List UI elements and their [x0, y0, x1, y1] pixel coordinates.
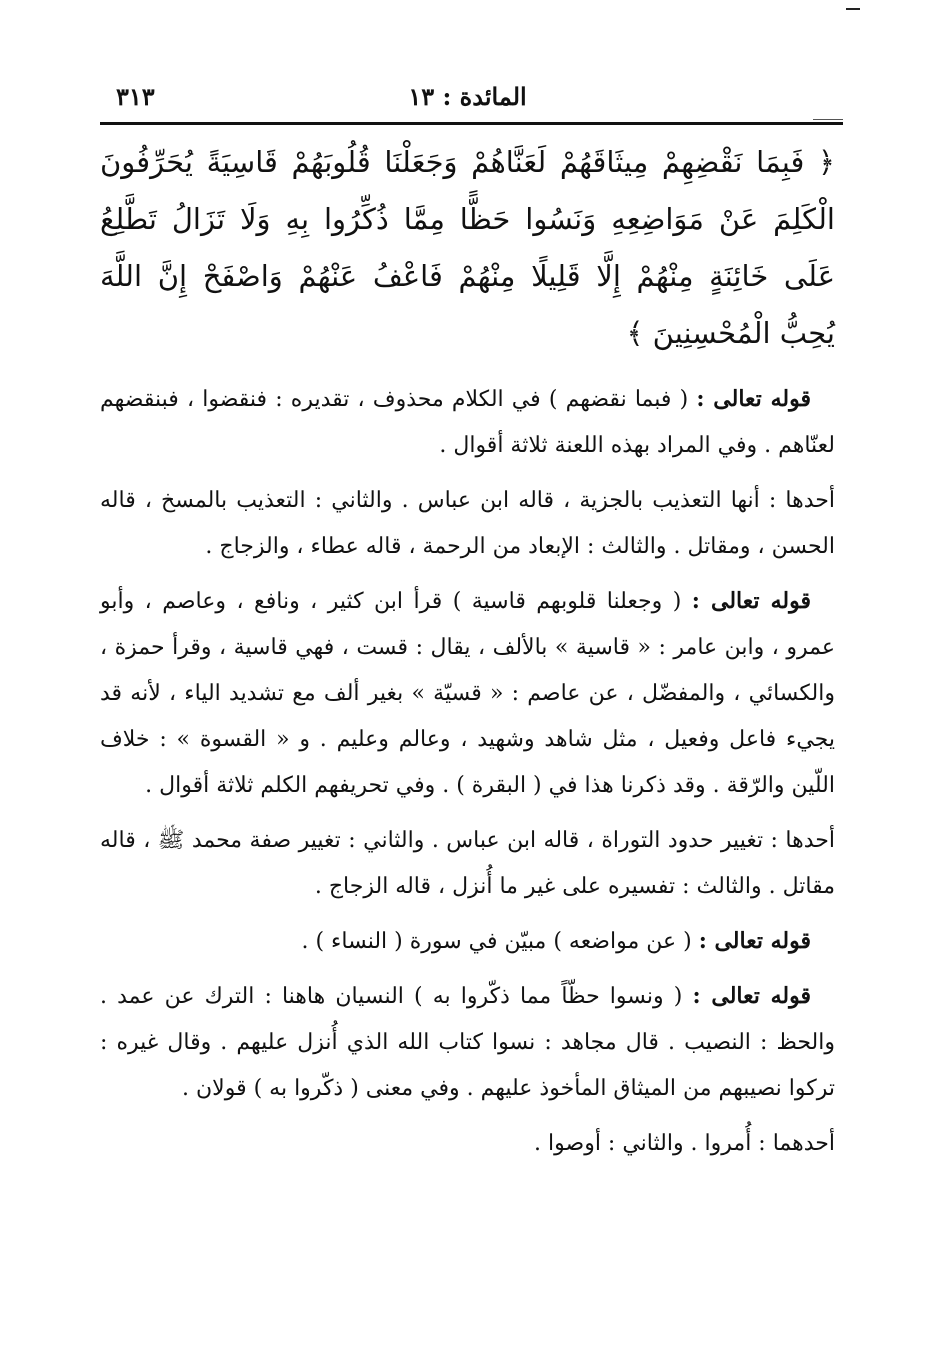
scan-mark [846, 8, 860, 10]
commentary-paragraph [100, 918, 835, 965]
quran-verse: ﴿ فَبِمَا نَقْضِهِمْ مِيثَاقَهُمْ لَعَنَّاهُمْ وَجَعَلْنَا قُلُوبَهُمْ قَاسِيَةً يُحَرِّفُونَ الْكَلِمَ عَنْ مَوَاضِعِهِ وَنَسُوا حَظًّا مِمَّا ذُكِّرُوا بِهِ وَلَا تَزَالُ تَطَّلِعُ عَلَى خَائِنَةٍ مِنْهُمْ إِلَّا قَلِيلًا مِنْهُمْ فَاعْفُ عَنْهُمْ وَاصْفَحْ إِنَّ اللَّهَ يُحِبُّ الْمُحْسِنِينَ ﴾ [100, 145, 835, 350]
paragraph-text: ( وجعلنا قلوبهم قاسية ) قرأ ابن كثير ، ونافع ، وعاصم ، وأبو عمرو ، وابن عامر : « قاسية » بالألف ، يقال : قست ، فهي قاسية ، وقرأ حمزة ، والكسائي ، والمفضّل ، عن عاصم : « قسيّة » بغير ألف مع تشديد الياء ، لأنه قد يجيء فاعل وفعيل ، مثل شاهد وشهيد ، وعالم وعليم . و « القسوة » : خلاف اللّين والرّقة . وقد ذكرنا هذا في ( البقرة ) . وفي تحريفهم الكلم ثلاثة أقوال . [100, 589, 835, 798]
paragraph-text: أحدها : تغيير حدود التوراة ، قاله ابن عباس . والثاني : تغيير صفة محمد ﷺ ، قاله مقاتل . والثالث : تفسيره على غير ما أُنزل ، قاله الزجاج . [100, 828, 835, 899]
paragraph-text: ( فبما نقضهم ) في الكلام محذوف ، تقديره : فنقضوا ، فبنقضهم لعنّاهم . وفي المراد بهذه اللعنة ثلاثة أقوال . [100, 387, 835, 458]
paragraph-text: ( ونسوا حظّاً مما ذكّروا به ) النسيان هاهنا : الترك عن عمد . والحظ : النصيب . قال مجاهد : نسوا كتاب الله الذي أُنزل عليهم . وقال غيره : تركوا نصيبهم من الميثاق المأخوذ عليهم . وفي معنى ( ذكّروا به ) قولان . [100, 984, 835, 1101]
commentary-paragraph [100, 376, 835, 469]
commentary-paragraph [100, 1120, 835, 1167]
running-title: المائدة : ١٣ [408, 82, 527, 111]
paragraph-text: أحدها : أنها التعذيب بالجزية ، قاله ابن عباس . والثاني : التعذيب بالمسخ ، قاله الحسن ، ومقاتل . والثالث : الإبعاد من الرحمة ، قاله عطاء ، والزجاج . [100, 488, 835, 559]
page-body [100, 134, 835, 1175]
commentary-paragraph [100, 973, 835, 1112]
paragraph-text: أحدهما : أُمروا . والثاني : أوصوا . [534, 1131, 835, 1156]
commentary-paragraph [100, 578, 835, 809]
page-number: ٣١٣ [116, 82, 155, 111]
paragraph-text: ( عن مواضعه ) مبيّن في سورة ( النساء ) . [301, 929, 699, 954]
paragraph-lead: قوله تعالى : [692, 983, 811, 1009]
paragraph-lead: قوله تعالى : [696, 386, 811, 412]
header-rule [100, 122, 843, 125]
commentary-paragraph [100, 477, 835, 570]
commentary-paragraph [100, 817, 835, 910]
paragraph-lead: قوله تعالى : [698, 928, 811, 954]
paragraph-lead: قوله تعالى : [691, 588, 811, 614]
header-rule-tail [813, 119, 843, 120]
page-header [100, 78, 835, 118]
